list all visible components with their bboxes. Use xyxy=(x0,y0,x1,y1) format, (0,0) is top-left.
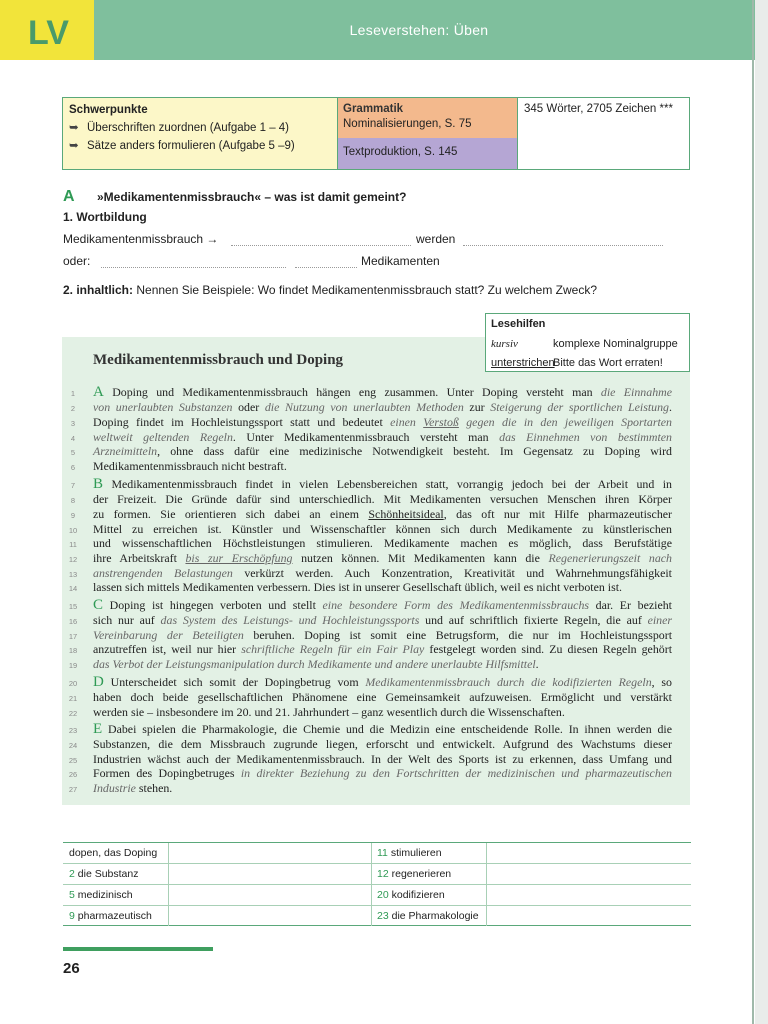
text-line: zu formen. Sie orientieren sich dabei an einem Schönheitsideal, das oft nur mit Hilfe pharmazeutischer xyxy=(93,507,672,521)
page-edge xyxy=(755,0,768,1024)
wortbildung-line-2 xyxy=(63,254,663,270)
text-line: Medikamentenmissbrauch nicht bestraft. xyxy=(93,459,287,473)
line2-mid: Medikamenten xyxy=(361,254,440,268)
line-number: 16 xyxy=(68,617,78,626)
inhaltlich-label: 2. inhaltlich: xyxy=(63,283,134,297)
text-line: der Freizeit. Die Gründe dafür sind unterschiedlich. Mit Medikamenten versuchen Menschen ihren Körper xyxy=(93,492,672,506)
text-line: C Doping ist hingegen verboten und stellt eine besondere Form des Medikamentenmissbrauchs dar. Er bezieht xyxy=(93,597,672,613)
inhaltlich-text: Nennen Sie Beispiele: Wo findet Medikamentenmissbrauch statt? Zu welchem Zweck? xyxy=(136,283,598,297)
text-line: von unerlaubten Substanzen oder die Nutzung von unerlaubten Methoden zur Steigerung der sportlichen Leistung. xyxy=(93,400,672,414)
text-line: Doping findet im Hochleistungssport statt und bedeutet einen Verstoß gegen die in den jeweiligen Sportarten xyxy=(93,415,672,429)
wortbildung-line-1 xyxy=(63,232,663,248)
footer-bar xyxy=(63,947,213,951)
line-number: 5 xyxy=(70,448,76,457)
text-line: Mittel zu erreichen ist. Künstler und Wissenschaftler können sich durch Medikamente zu künstlerischen xyxy=(93,522,672,536)
arrow-icon: ➥ xyxy=(69,122,79,134)
fill-blank[interactable] xyxy=(231,234,411,246)
vocab-row: 9 pharmazeutisch 23 die Pharmakologie xyxy=(63,906,691,927)
info-box xyxy=(62,97,690,170)
text-line: D Unterscheidet sich somit der Dopingbetrug vom Medikamentenmissbrauch durch die kodifizierten Regeln, so xyxy=(93,674,672,690)
line-number: 7 xyxy=(70,481,76,490)
line-number: 25 xyxy=(68,756,78,765)
lesehilfen-row xyxy=(491,334,684,353)
grammar-panel xyxy=(338,98,518,169)
line-number: 3 xyxy=(70,419,76,428)
grammatik-cell xyxy=(338,98,517,138)
grammatik-item: Nominalisierungen, S. 75 xyxy=(343,118,472,130)
line-number: 22 xyxy=(68,709,78,718)
inhaltlich-task xyxy=(63,283,597,297)
text-line: A Doping und Medikamentenmissbrauch hängen eng zusammen. Unter Doping versteht man die Einnahme xyxy=(93,384,672,400)
line-number: 21 xyxy=(68,694,78,703)
lesehilfen-value: komplexe Nominalgruppe xyxy=(553,337,678,350)
vocab-row: 2 die Substanz 12 regenerieren xyxy=(63,864,691,885)
line-number: 15 xyxy=(68,602,78,611)
text-line: Industrie stehen. xyxy=(93,781,173,795)
page-edge-line xyxy=(752,0,754,1024)
text-line: Industrien wächst auch der Medikamentenmissbrauch. In der Welt des Sports ist zu erkennen, dass Umfang und xyxy=(93,752,672,766)
line-number: 13 xyxy=(68,570,78,579)
text-line: haben doch beide gesellschaftlichen Phänomene eine Gemeinsamkeit aufzuweisen. Ermöglicht und verstärkt xyxy=(93,690,672,704)
line-number: 12 xyxy=(68,555,78,564)
line-number: 10 xyxy=(68,526,78,535)
lesehilfen-key: kursiv xyxy=(491,337,518,350)
page-header xyxy=(0,0,755,60)
text-line: werden sie – insbesondere im 20. und 21. Jahrhundert – ganz wesentlich durch die Wissenschaften. xyxy=(93,705,565,719)
text-line: lassen sich mittels Medikamenten verbessern. Dies ist in unserer Gesellschaft üblich, weil es nicht verboten ist. xyxy=(93,580,622,594)
line1-start: Medikamentenmissbrauch → xyxy=(63,232,219,246)
textproduktion-cell: Textproduktion, S. 145 xyxy=(338,138,517,169)
line-number: 17 xyxy=(68,632,78,641)
line-number: 14 xyxy=(68,584,78,593)
text-title: Medikamentenmissbrauch und Doping xyxy=(93,352,344,368)
text-line: und wissenschaftlichen Höchstleistungen stimulieren. Medikamente machen es möglich, dass Berufstätige xyxy=(93,536,672,550)
header-title: Leseverstehen: Üben xyxy=(349,22,489,38)
schwerpunkte-title: Schwerpunkte xyxy=(69,104,148,116)
page-number: 26 xyxy=(63,960,80,977)
text-line: Substanzen, die dem Missbrauch zugrunde liegen, erforscht und entwickelt. Aufgrund des Wachstums dieser xyxy=(93,737,672,751)
task-a-heading xyxy=(63,188,406,206)
line-number: 18 xyxy=(68,646,78,655)
lesehilfen-title: Lesehilfen xyxy=(491,318,546,330)
line-number: 9 xyxy=(70,511,76,520)
schwerpunkt-item: ➥ Sätze anders formulieren (Aufgabe 5 –9) xyxy=(69,140,295,152)
line-number: 8 xyxy=(70,496,76,505)
wortbildung-title: 1. Wortbildung xyxy=(63,210,147,224)
grammatik-title: Grammatik xyxy=(343,103,404,115)
text-line: B Medikamentenmissbrauch findet in vielen Lebensbereichen statt, vorrangig jedoch bei der Arbeit und in xyxy=(93,476,672,492)
line-number: 4 xyxy=(70,434,76,443)
text-line: Formen des Dopingbetruges in direkter Beziehung zu den Fortschritten der medizinischen und pharmazeutischen xyxy=(93,766,672,780)
fill-blank[interactable] xyxy=(101,256,286,268)
line-number: 20 xyxy=(68,679,78,688)
text-line: ihre Arbeitskraft bis zur Erschöpfung nutzen können. Mit Medikamenten kann die Regenerierungszeit nach xyxy=(93,551,672,565)
line1-mid: werden xyxy=(416,232,456,246)
line-number: 11 xyxy=(69,540,77,549)
line-number: 6 xyxy=(70,463,76,472)
fill-blank[interactable] xyxy=(463,234,663,246)
lesehilfen-key: unterstrichen xyxy=(491,356,555,369)
text-line: das Verbot der Leistungsmanipulation durch Medikamente und andere unerlaubte Hilfsmittel. xyxy=(93,657,539,671)
schwerpunkte-panel xyxy=(63,98,338,169)
text-line: anstrengenden Belastungen verkürzt werden. Auch Konzentration, Kreativität und Wahrnehmungsfähigkeit xyxy=(93,566,672,580)
task-question: »Medikamentenmissbrauch« – was ist damit gemeint? xyxy=(97,190,407,204)
text-line: anzutreffen ist, weil nur hier schriftliche Regeln für ein Fair Play festgelegt worden sind. Zu diesen Regeln gehört xyxy=(93,642,672,656)
vocab-table xyxy=(63,842,691,926)
line-number: 26 xyxy=(68,770,78,779)
line-number: 19 xyxy=(68,661,78,670)
task-letter: A xyxy=(63,188,75,205)
arrow-icon: ➥ xyxy=(69,140,79,152)
stats-cell: 345 Wörter, 2705 Zeichen *** xyxy=(524,103,673,115)
line-number: 27 xyxy=(68,785,78,794)
lesehilfen-row xyxy=(491,353,684,372)
line-number: 1 xyxy=(70,389,76,398)
line-number: 2 xyxy=(70,404,76,413)
line2-start: oder: xyxy=(63,254,91,268)
vocab-row: 5 medizinisch 20 kodifizieren xyxy=(63,885,691,906)
text-line: Vereinbarung der Beteiligten beruhen. Doping ist somit eine Betrugsform, die nur im Hochleistungssport xyxy=(93,628,672,642)
line-number: 23 xyxy=(68,726,78,735)
fill-blank[interactable] xyxy=(295,256,357,268)
line-number: 24 xyxy=(68,741,78,750)
schwerpunkt-item: ➥ Überschriften zuordnen (Aufgabe 1 – 4) xyxy=(69,122,290,134)
lesehilfen-box xyxy=(485,313,690,372)
text-line: E Dabei spielen die Pharmakologie, die Chemie und die Medizin eine entscheidende Rolle. In ihnen werden die xyxy=(93,721,672,737)
lesehilfen-value: Bitte das Wort erraten! xyxy=(553,356,663,369)
section-badge: LV xyxy=(0,0,94,60)
vocab-row: dopen, das Doping 11 stimulieren xyxy=(63,843,691,864)
text-line: sich nur auf das System des Leistungs- und Hochleistungssports und auf schriftlich fixierte Regeln, die auf einer xyxy=(93,613,672,627)
text-line: weltweit geltenden Regeln. Unter Medikamentenmissbrauch versteht man das Einnehmen von bestimmten xyxy=(93,430,673,444)
text-line: Arzneimitteln, ohne dass dafür eine medizinische Notwendigkeit besteht. Im Gegensatz zu Doping wird xyxy=(93,444,672,458)
